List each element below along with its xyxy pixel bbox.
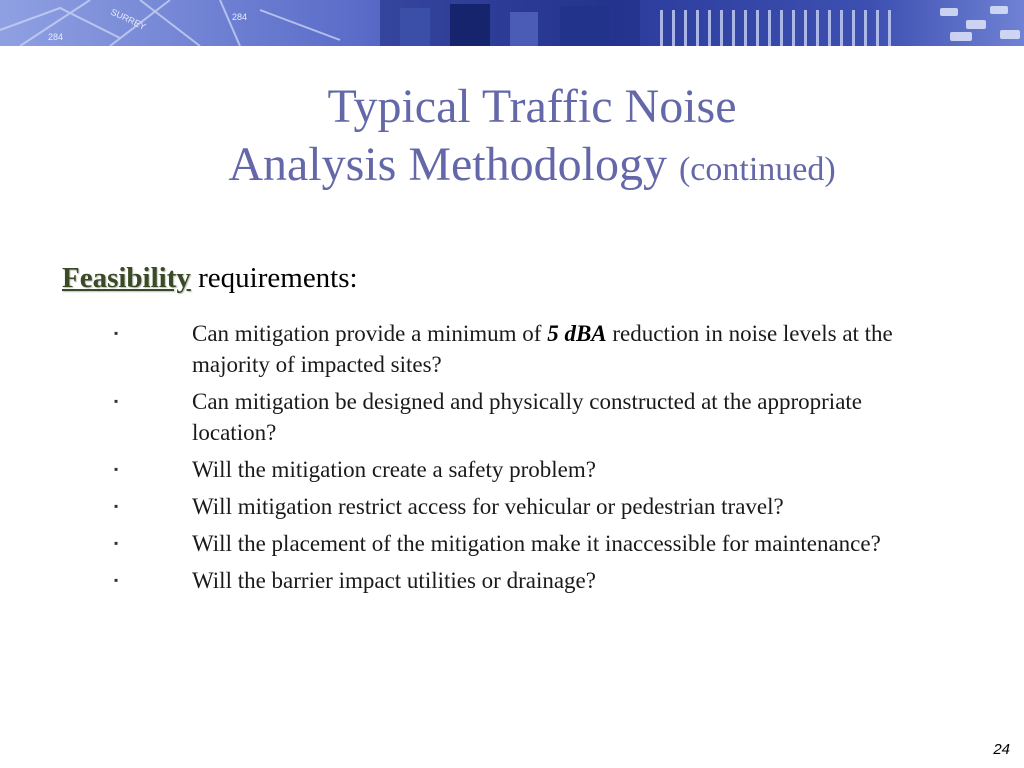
bullet-text: Will the placement of the mitigation make it inaccessible for maintenance? xyxy=(192,531,881,556)
title-line-1: Typical Traffic Noise xyxy=(327,80,737,133)
title-line-2 xyxy=(0,136,1024,199)
bullet-text: Will the barrier impact utilities or drainage? xyxy=(192,568,596,593)
list-item xyxy=(0,528,912,559)
list-item xyxy=(0,454,912,485)
bullet-text-after: reduction in noise levels at the majority of impacted sites? xyxy=(192,321,893,377)
list-item xyxy=(0,491,912,522)
bullet-marker: ▪ xyxy=(114,573,119,587)
title-line-2-text: Analysis Methodology xyxy=(228,138,667,191)
feasibility-keyword: Feasibility xyxy=(62,262,191,294)
bullet-text: Can mitigation be designed and physically constructed at the appropriate location? xyxy=(192,389,862,445)
map-label-284b: 284 xyxy=(232,12,248,22)
bullet-marker: ▪ xyxy=(114,326,119,340)
bullet-emphasis: 5 dBA xyxy=(547,321,607,346)
page-number: 24 xyxy=(993,741,1010,758)
section-heading xyxy=(62,262,358,295)
header-banner xyxy=(0,0,1024,46)
slide-title xyxy=(0,78,1024,199)
list-item xyxy=(0,386,912,448)
bullet-marker: ▪ xyxy=(114,536,119,550)
bullet-marker: ▪ xyxy=(114,499,119,513)
bullet-text: Will the mitigation create a safety problem? xyxy=(192,457,596,482)
title-suffix: (continued) xyxy=(678,151,836,188)
banner-image xyxy=(0,0,1024,46)
requirements-list xyxy=(0,318,1024,602)
bullet-marker: ▪ xyxy=(114,462,119,476)
bullet-text: Will mitigation restrict access for vehicular or pedestrian travel? xyxy=(192,494,784,519)
list-item xyxy=(0,565,912,596)
bullet-marker: ▪ xyxy=(114,394,119,408)
section-heading-rest: requirements: xyxy=(198,262,358,294)
map-label-surrey: SURREY xyxy=(109,6,148,32)
map-label-284: 284 xyxy=(48,32,64,42)
bullet-text-before: Can mitigation provide a minimum of xyxy=(192,321,548,346)
list-item xyxy=(0,318,912,380)
